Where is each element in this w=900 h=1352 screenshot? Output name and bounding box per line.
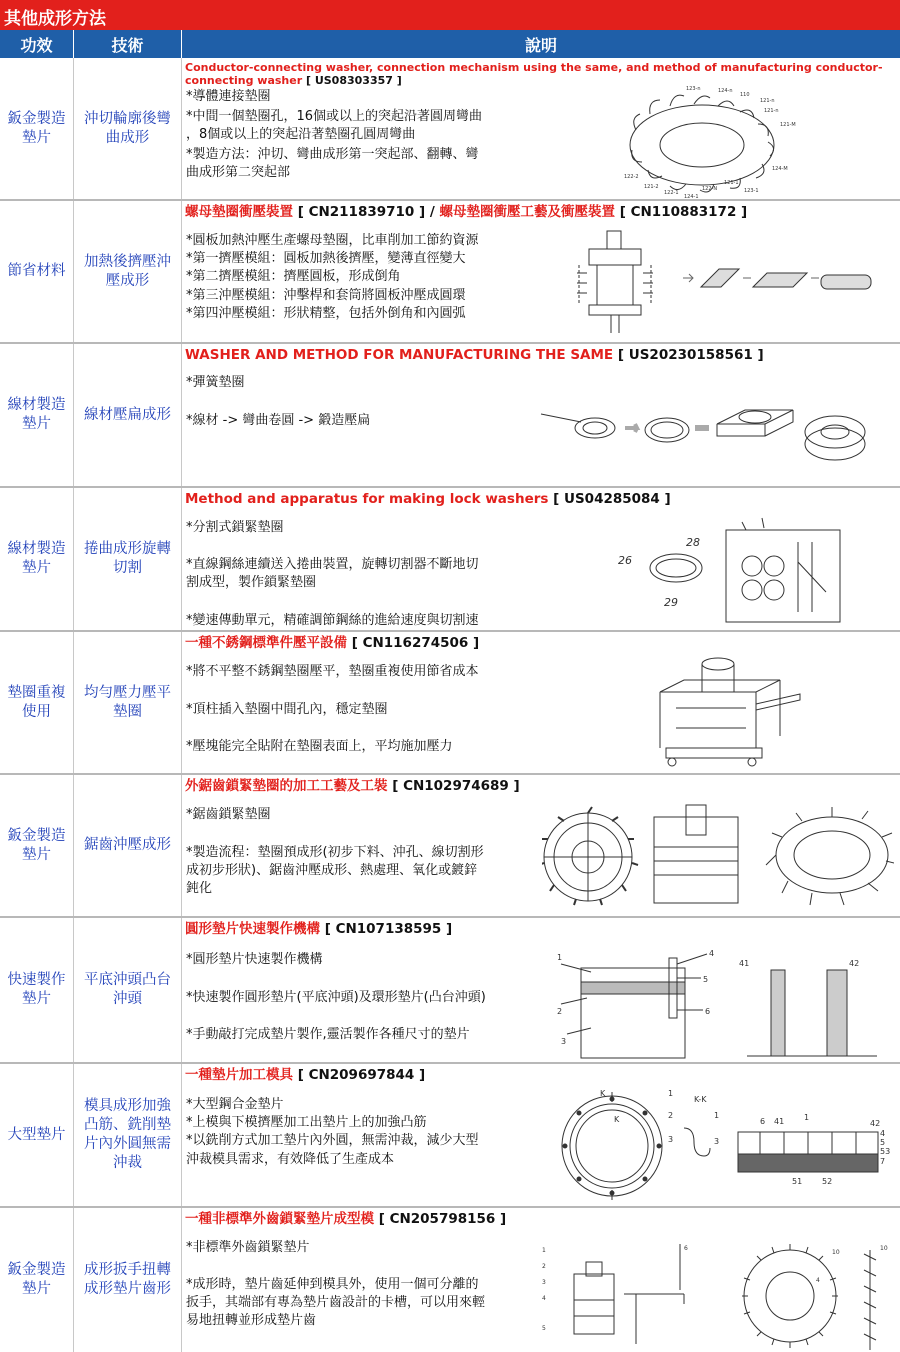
- row-func: 鈑金製造墊片: [0, 775, 74, 916]
- row-desc: [182, 58, 900, 199]
- desc-line: *第四沖壓模組：形狀精整，包括外倒角和內圓弧: [186, 306, 466, 321]
- table-row: [0, 632, 900, 775]
- fig-label: 3: [542, 1279, 546, 1286]
- desc-line: *製造方法：沖切、彎曲成形第一突起部、翻轉、彎: [186, 147, 479, 162]
- patent-title: 螺母墊圈衝壓裝置 [ CN211839710 ] / 螺母墊圈衝壓工藝及衝壓裝置 [ CN110883172 ]: [185, 204, 748, 220]
- spring-washer-figure: [537, 388, 877, 478]
- desc-line: *成形時，墊片齒延伸到模具外，使用一個可分離的: [186, 1277, 479, 1292]
- fig-label: 28: [686, 536, 700, 549]
- row-tech: 沖切輪廓後彎曲成形: [74, 58, 182, 199]
- fig-label: 1: [804, 1113, 810, 1122]
- desc-line: *將不平整不銹鋼墊圈壓平，墊圈重複使用節省成本: [186, 664, 479, 679]
- fig-label: K-K: [694, 1095, 707, 1104]
- stamping-device-figure: [567, 223, 887, 335]
- row-desc: [182, 201, 900, 342]
- washer-figure: [622, 80, 802, 200]
- fig-label: 2: [557, 1007, 563, 1016]
- fig-label: 5: [542, 1325, 546, 1332]
- row-tech: 捲曲成形旋轉切割: [74, 488, 182, 630]
- fig-label: 1: [714, 1111, 720, 1120]
- patent-title: 一種墊片加工模具 [ CN209697844 ]: [185, 1067, 426, 1083]
- fig-label: 122-2: [624, 174, 639, 180]
- patent-title: WASHER AND METHOD FOR MANUFACTURING THE SAME [ US20230158561 ]: [185, 347, 764, 363]
- lock-washer-figure: [612, 512, 862, 624]
- fig-label: 3: [668, 1135, 674, 1144]
- row-tech: 鋸齒沖壓成形: [74, 775, 182, 916]
- desc-line: *上模與下模擠壓加工出墊片上的加強凸筋: [186, 1115, 427, 1130]
- fig-label: 42: [870, 1119, 881, 1128]
- fig-label: 122-1: [664, 190, 679, 196]
- table-row: [0, 775, 900, 918]
- desc-line: 易地扭轉並形成墊片齒: [186, 1313, 317, 1328]
- desc-line: *快速製作圓形墊片(平底沖頭)及環形墊片(凸台沖頭): [186, 990, 486, 1005]
- fig-label: K: [600, 1089, 606, 1098]
- row-func: 快速製作墊片: [0, 918, 74, 1062]
- desc-line: *中間一個墊圈孔，16個或以上的突起沿著圓周彎曲: [186, 109, 483, 124]
- desc-line: *導體連接墊圈: [186, 89, 271, 104]
- row-desc: [182, 632, 900, 773]
- fig-label: 10: [832, 1249, 840, 1256]
- fig-label: 5: [703, 975, 709, 984]
- fig-label: 121-M: [780, 122, 796, 128]
- fig-label: 6: [760, 1117, 766, 1126]
- fig-label: 121-n: [764, 108, 779, 114]
- desc-line: *非標準外齒鎖緊墊片: [186, 1240, 310, 1255]
- header-tech: 技術: [74, 30, 182, 58]
- desc-line: 成初步形狀)、鋸齒沖壓成形、熱處理、氧化或鍍鋅: [186, 863, 478, 878]
- row-desc: [182, 1208, 900, 1352]
- fig-label: 124-1: [684, 194, 699, 200]
- row-desc: [182, 488, 900, 630]
- desc-line: *鋸齒鎖緊墊圈: [186, 807, 271, 822]
- serrated-washer-figure: [542, 797, 894, 915]
- row-desc: [182, 775, 900, 916]
- fig-label: 123-n: [686, 86, 701, 92]
- patent-title: Conductor-connecting washer, connection mechanism using the same, and method of manufacturing conductor-connecting washer [ US08303357 ]: [185, 61, 883, 87]
- fig-label: 4: [709, 949, 715, 958]
- row-func: 鈑金製造墊片: [0, 58, 74, 199]
- table-row: [0, 1064, 900, 1208]
- large-washer-figure: [552, 1088, 892, 1200]
- desc-line: *以銑削方式加工墊片內外圓，無需沖裁，減少大型: [186, 1133, 479, 1148]
- desc-line: *直線鋼絲連續送入捲曲裝置，旋轉切割器不斷地切: [186, 557, 479, 572]
- patent-title: Method and apparatus for making lock washers [ US04285084 ]: [185, 491, 671, 507]
- fig-label: 10: [880, 1245, 888, 1252]
- fig-label: 1: [542, 1247, 546, 1254]
- row-func: 節省材料: [0, 201, 74, 342]
- desc-line: 曲成形第二突起部: [186, 165, 291, 180]
- row-tech: 成形扳手扭轉成形墊片齒形: [74, 1208, 182, 1352]
- desc-line: 沖裁模具需求，有效降低了生產成本: [186, 1152, 395, 1167]
- fig-label: 1: [557, 953, 563, 962]
- table-row: [0, 488, 900, 632]
- row-tech: 加熱後擠壓沖壓成形: [74, 201, 182, 342]
- fig-label: 42: [849, 959, 860, 968]
- fig-label: 3: [714, 1137, 720, 1146]
- fig-label: 26: [618, 554, 632, 567]
- fig-label: 110: [740, 92, 750, 98]
- row-tech: 均勻壓力壓平墊圈: [74, 632, 182, 773]
- fig-label: 29: [664, 596, 678, 609]
- table-row: [0, 918, 900, 1064]
- fig-label: 52: [822, 1177, 833, 1186]
- row-tech: 線材壓扁成形: [74, 344, 182, 486]
- desc-line: *第一擠壓模組：圓板加熱後擠壓，變薄直徑變大: [186, 251, 466, 266]
- patent-title: 外鋸齒鎖緊墊圈的加工工藝及工裝 [ CN102974689 ]: [185, 778, 520, 794]
- desc-line: ，8個或以上的突起沿著墊圈孔圓周彎曲: [186, 127, 416, 142]
- desc-line: *頂柱插入墊圈中間孔內，穩定墊圈: [186, 702, 388, 717]
- fig-label: K: [614, 1115, 620, 1124]
- fig-label: 3: [561, 1037, 567, 1046]
- fig-label: 6: [705, 1007, 711, 1016]
- desc-line: *線材 -> 彎曲卷圓 -> 鍛造壓扁: [186, 413, 371, 428]
- desc-line: *彈簧墊圈: [186, 375, 245, 390]
- desc-line: *製造流程：墊圈預成形(初步下料、沖孔、線切割形: [186, 845, 484, 860]
- row-desc: [182, 918, 900, 1062]
- row-desc: [182, 344, 900, 486]
- row-func: 墊圈重複使用: [0, 632, 74, 773]
- row-func: 線材製造墊片: [0, 344, 74, 486]
- row-func: 鈑金製造墊片: [0, 1208, 74, 1352]
- table-row: [0, 58, 900, 201]
- page-title-bar: [0, 0, 900, 30]
- table-row: [0, 1208, 900, 1352]
- desc-line: *圓板加熱沖壓生產螺母墊圈，比車削加工節約資源: [186, 233, 479, 248]
- desc-line: *分割式鎖緊墊圈: [186, 520, 284, 535]
- desc-line: *第三沖壓模組：沖擊桿和套筒將圓板沖壓成圓環: [186, 288, 466, 303]
- desc-line: *大型鋼合金墊片: [186, 1097, 284, 1112]
- fig-label: 4: [880, 1129, 886, 1138]
- fig-label: 4: [816, 1277, 820, 1284]
- fig-label: 53: [880, 1147, 891, 1156]
- row-desc: [182, 1064, 900, 1206]
- fig-label: 41: [739, 959, 750, 968]
- fig-label: 41: [774, 1117, 785, 1126]
- desc-line: *變速傳動單元，精確調節鋼絲的進給速度與切割速: [186, 613, 479, 628]
- fig-label: 7: [880, 1157, 886, 1166]
- page-title: 其他成形方法: [4, 9, 106, 29]
- fig-label: 4: [542, 1295, 546, 1302]
- desc-line: *壓塊能完全貼附在墊圈表面上，平均施加壓力: [186, 739, 453, 754]
- fig-label: 5: [880, 1138, 886, 1147]
- desc-line: *第二擠壓模組：擠壓圓板，形成倒角: [186, 269, 401, 284]
- desc-line: 扳手，其端部有專為墊片齒設計的卡槽，可以用來輕: [186, 1295, 486, 1310]
- fig-label: 51: [792, 1177, 803, 1186]
- table-row: [0, 344, 900, 488]
- fig-label: 121-n: [760, 98, 775, 104]
- forming-die-figure: [540, 1240, 890, 1350]
- punch-mechanism-figure: [557, 944, 887, 1062]
- fig-label: 1: [668, 1089, 674, 1098]
- fig-label: 123-1: [744, 188, 759, 194]
- fig-label: 124-M: [772, 166, 788, 172]
- desc-line: *手動敲打完成墊片製作,靈活製作各種尺寸的墊片: [186, 1027, 470, 1042]
- fig-label: 2: [542, 1263, 546, 1270]
- flattening-machine-figure: [652, 648, 812, 772]
- row-tech: 模具成形加強凸筋、銑削墊片內外圓無需沖裁: [74, 1064, 182, 1206]
- desc-line: 割成型，製作鎖緊墊圈: [186, 575, 317, 590]
- row-tech: 平底沖頭凸台沖頭: [74, 918, 182, 1062]
- fig-label: 122-N: [702, 186, 718, 192]
- fig-label: 121-1: [724, 180, 739, 186]
- row-func: 大型墊片: [0, 1064, 74, 1206]
- patent-title: 一種非標準外齒鎖緊墊片成型模 [ CN205798156 ]: [185, 1211, 507, 1227]
- patent-title: 圓形墊片快速製作機構 [ CN107138595 ]: [185, 921, 453, 937]
- fig-label: 121-2: [644, 184, 659, 190]
- desc-line: *圓形墊片快速製作機構: [186, 952, 323, 967]
- row-func: 線材製造墊片: [0, 488, 74, 630]
- desc-line: 鈍化: [186, 881, 213, 896]
- header-func: 功效: [0, 30, 74, 58]
- header-desc: 說明: [182, 30, 900, 58]
- patent-title: 一種不銹鋼標準件壓平設備 [ CN116274506 ]: [185, 635, 480, 651]
- fig-label: 124-n: [718, 88, 733, 94]
- table-header: [0, 30, 900, 58]
- table-row: [0, 201, 900, 344]
- fig-label: 2: [668, 1111, 674, 1120]
- fig-label: 6: [684, 1245, 688, 1252]
